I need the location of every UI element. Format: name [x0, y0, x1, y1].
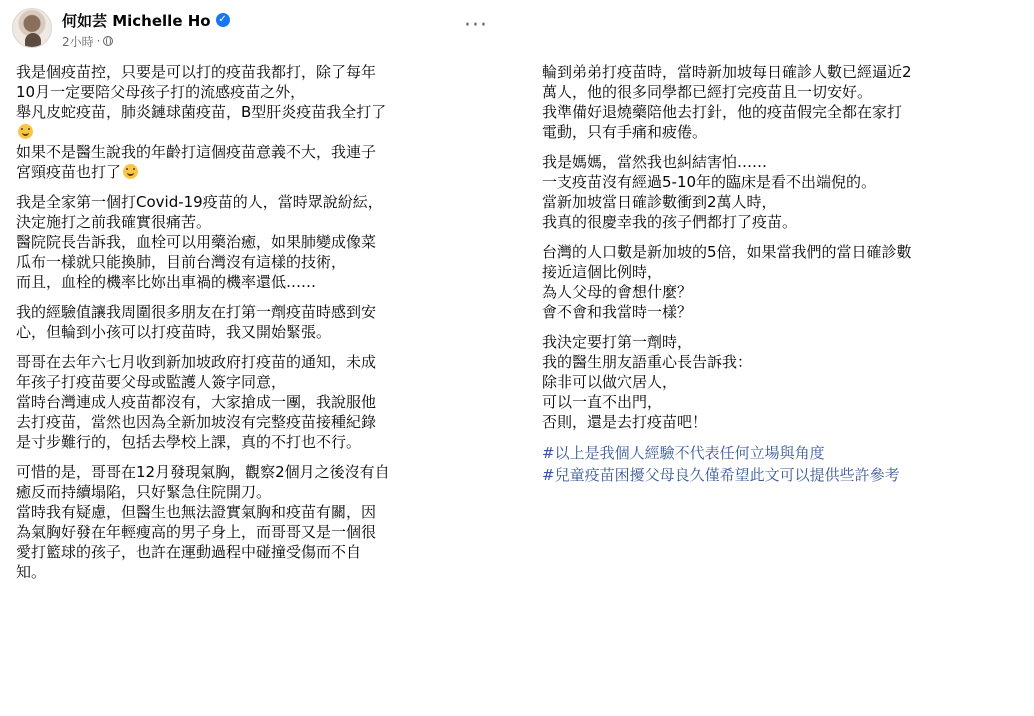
text-line: 當時台灣連成人疫苗都沒有，大家搶成一團，我說服他	[16, 393, 377, 411]
paragraph	[542, 62, 1032, 142]
paragraph	[16, 192, 500, 292]
paragraph	[542, 332, 1032, 432]
text-line: 一支疫苗沒有經過5-10年的臨床是看不出端倪的。	[542, 173, 877, 191]
paragraph	[16, 462, 500, 582]
text-line: 醫院院長告訴我，血栓可以用藥治癒，如果肺變成像菜	[16, 233, 377, 251]
text-line: 決定施打之前我確實很痛苦。	[16, 213, 212, 231]
text-line: 當新加坡當日確診數衝到2萬人時，	[542, 193, 777, 211]
laughing-emoji-icon	[18, 124, 33, 139]
post-time[interactable]: 2小時	[62, 34, 94, 49]
paragraph	[16, 352, 500, 452]
post-meta	[62, 33, 113, 49]
author-line	[62, 10, 230, 30]
text-line: 心，但輪到小孩可以打疫苗時，我又開始緊張。	[16, 323, 332, 341]
text-line: 知。	[16, 563, 47, 581]
hashtag-list	[542, 442, 1032, 486]
text-line: 為人父母的會想什麼？	[542, 283, 693, 301]
text-line: 瓜布一樣就只能換肺，目前台灣沒有這樣的技術，	[16, 253, 347, 271]
text-line: 會不會和我當時一樣？	[542, 303, 693, 321]
text-line-content: 宮頸疫苗也打了	[16, 163, 122, 181]
text-line: 愛打籃球的孩子，也許在運動過程中碰撞受傷而不自	[16, 543, 362, 561]
meta-separator: ·	[96, 34, 101, 48]
text-line: 除非可以做穴居人，	[542, 373, 678, 391]
globe-icon[interactable]	[103, 36, 113, 46]
text-line: 否則，還是去打疫苗吧！	[542, 413, 708, 431]
paragraph	[542, 152, 1032, 232]
verified-badge-icon: ✓	[216, 13, 230, 27]
post-header	[12, 8, 492, 54]
text-line: 為氣胸好發在年輕瘦高的男子身上，而哥哥又是一個很	[16, 523, 377, 541]
text-line: 10月一定要陪父母孩子打的流感疫苗之外，	[16, 83, 306, 101]
avatar[interactable]	[12, 8, 52, 48]
paragraph	[542, 242, 1032, 322]
text-line: 輪到弟弟打疫苗時，當時新加坡每日確診人數已經逼近2	[542, 63, 912, 81]
text-line: 是寸步難行的，包括去學校上課，真的不打也不行。	[16, 433, 362, 451]
text-line: 而且，血栓的機率比妳出車禍的機率還低……	[16, 273, 317, 291]
text-line	[16, 122, 500, 142]
text-line: 我是媽媽，當然我也糾結害怕……	[542, 153, 768, 171]
hashtag-link[interactable]: #兒童疫苗困擾父母良久僅希望此文可以提供些許參考	[542, 466, 900, 484]
text-line: 可惜的是，哥哥在12月發現氣胸，觀察2個月之後沒有自	[16, 463, 390, 481]
text-line: 我的經驗值讓我周圍很多朋友在打第一劑疫苗時感到安	[16, 303, 377, 321]
text-line: 如果不是醫生說我的年齡打這個疫苗意義不大，我連子	[16, 143, 377, 161]
text-line: 當時我有疑慮，但醫生也無法證實氣胸和疫苗有關，因	[16, 503, 377, 521]
author-name[interactable]: 何如芸 Michelle Ho	[62, 11, 211, 30]
text-line: 我的醫生朋友語重心長告訴我：	[542, 353, 753, 371]
text-line: 萬人，他的很多同學都已經打完疫苗且一切安好。	[542, 83, 873, 101]
text-line: 接近這個比例時，	[542, 263, 663, 281]
text-line: 哥哥在去年六七月收到新加坡政府打疫苗的通知，未成	[16, 353, 377, 371]
text-line: 去打疫苗，當然也因為全新加坡沒有完整疫苗接種紀錄	[16, 413, 377, 431]
post-body-right	[542, 62, 1032, 486]
text-line: 年孩子打疫苗要父母或監護人簽字同意，	[16, 373, 287, 391]
text-line: 我準備好退燒藥陪他去打針，他的疫苗假完全都在家打	[542, 103, 903, 121]
text-line	[16, 162, 500, 182]
paragraph	[16, 302, 500, 342]
text-line: 我真的很慶幸我的孩子們都打了疫苗。	[542, 213, 798, 231]
text-line: 我是個疫苗控，只要是可以打的疫苗我都打，除了每年	[16, 63, 377, 81]
text-line: 癒反而持續塌陷，只好緊急住院開刀。	[16, 483, 272, 501]
paragraph	[16, 62, 500, 182]
text-line: 我決定要打第一劑時，	[542, 333, 693, 351]
text-line: 電動，只有手痛和疲倦。	[542, 123, 708, 141]
text-line: 舉凡皮蛇疫苗，肺炎鏈球菌疫苗，B型肝炎疫苗我全打了	[16, 103, 387, 121]
hashtag-link[interactable]: #以上是我個人經驗不代表任何立場與角度	[542, 444, 825, 462]
smiling-emoji-icon	[123, 164, 138, 179]
more-options-button[interactable]: ···	[464, 13, 488, 38]
avatar-figure	[25, 33, 41, 48]
text-line: 我是全家第一個打Covid-19疫苗的人，當時眾說紛紜，	[16, 193, 383, 211]
text-line: 可以一直不出門，	[542, 393, 663, 411]
post-body-left	[16, 62, 500, 592]
text-line: 台灣的人口數是新加坡的5倍，如果當我們的當日確診數	[542, 243, 912, 261]
